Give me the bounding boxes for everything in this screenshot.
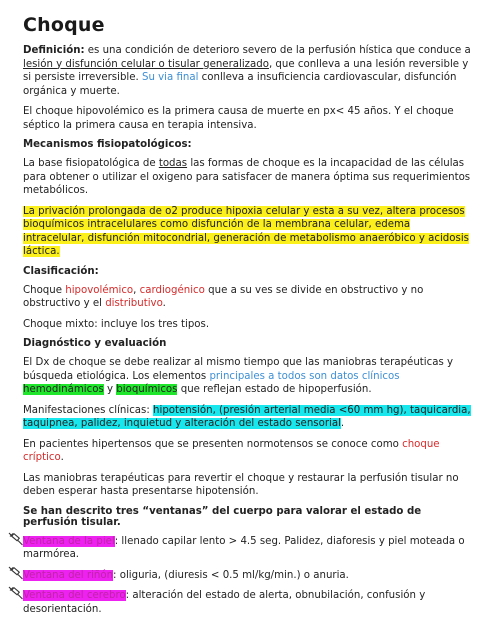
heading-diagnostico: Diagnóstico y evaluación [23,338,167,349]
ventana-piel [23,535,473,562]
mecanismos-text-1: La base fisiopatológica de [23,158,159,169]
hipovolemico-paragraph: El choque hipovolémico es la primera causa de muerte en px< 45 años. Y el choque séptico la primera causa en terapia intensiva. [23,106,454,131]
mixto-paragraph: Choque mixto: incluye los tres tipos. [23,318,210,330]
definition-blue: Su via final [141,72,199,83]
type-hipovolemico: hipovolémico [65,284,134,296]
diagnostico-paragraph [23,356,473,397]
diagnostico-bioquimicos: bioquímicos [116,384,178,395]
manifestaciones-text-3: . [340,418,345,429]
mecanismos-underlined: todas [158,158,188,169]
definition-text-1: es una condición de deterioro severo de la perfusión hística que conduce a [84,45,471,56]
ventana-rinon-text: : oliguria, (diuresis < 0.5 ml/kg/min.) o anuria. [113,569,349,581]
definition-paragraph [23,44,473,98]
diagnostico-hemodinamicos: hemodinámicos [23,384,104,395]
ventana-rinon [23,569,473,583]
syringe-icon [8,566,24,580]
definition-label: Definición: [23,45,85,56]
clasificacion-text-7: . [162,298,166,309]
ventana-cerebro-label: Ventana del cerebro [23,590,126,601]
manifestaciones-label: Manifestaciones clínicas: [23,404,154,416]
hipertensos-paragraph [23,438,473,465]
clasificacion-text-3: , [133,284,140,296]
mecanismos-paragraph [23,157,473,198]
maniobras-paragraph: Las maniobras terapéuticas para revertir el choque y restaurar la perfusión tisular no deben esperar hasta presentarse hipotensión. [23,472,459,497]
diagnostico-text-7: que reflejan estado de hipoperfusión. [177,384,372,395]
manifestaciones-paragraph [23,404,473,431]
clasificacion-text-1: Choque [23,284,66,296]
privacion-highlight: La privación prolongada de o2 produce hipoxia celular y esta a su vez, altera procesos bioquímicos intracelulares como disfunción de la membrana celular, edema intracelular, disfunción mitocondrial, generación de metabolismo anaeróbico y acidosis láctica. [23,205,469,257]
hipertensos-text-3: . [60,452,64,463]
privacion-paragraph [23,205,473,259]
clasificacion-text-5: que a su ves se divide en obstructivo y no obstructivo y el [23,284,424,309]
manifestaciones-highlight: hipotensión, (presión arterial media <60 mm hg), taquicardia, taquipnea, palidez, inquietud y alteración del estado sensorial [23,404,471,429]
diagnostico-text-1: El Dx de choque se debe realizar al mismo tiempo que las maniobras terapéuticas y búsqueda etiológica. Los elementos [23,357,454,382]
heading-clasificacion: Clasificación: [23,265,99,277]
hipertensos-text-1: En pacientes hipertensos que se presenten normotensos se conoce como [23,438,403,450]
definition-text-3: , que conlleva a una lesión reversible y si persiste irreversible. [23,58,469,83]
definition-text-5: conlleva a insuficiencia cardiovascular, disfunción orgánica y muerte. [23,72,457,97]
choque-criptico: choque críptico [23,438,440,463]
ventana-cerebro-text: : alteración del estado de alerta, obnubilación, confusión y desorientación. [23,590,426,615]
page-title: Choque [23,14,105,36]
type-cardiogenico: cardiogénico [139,284,205,296]
syringe-icon [8,586,24,600]
ventana-rinon-label: Ventana del riñón [23,569,114,581]
ventana-piel-label: Ventana de la piel [23,535,115,547]
diagnostico-blue: principales a todos son datos clínicos [209,370,400,382]
ventana-piel-text: : llenado capilar lento > 4.5 seg. Palidez, diaforesis y piel moteada o marmórea. [23,535,465,560]
mecanismos-text-3: las formas de choque es la incapacidad de las células para obtener o utilizar el oxigeno para satisfacer de manera óptima sus requerimientos metabólicos. [23,158,471,196]
clasificacion-paragraph [23,284,473,311]
type-distributivo: distributivo [105,298,163,309]
heading-mecanismos: Mecanismos fisiopatológicos: [23,139,192,150]
ventana-cerebro [23,589,473,616]
heading-ventanas: Se han descrito tres “ventanas” del cuerpo para valorar el estado de perfusión tisular. [23,505,422,528]
diagnostico-text-5: y [103,384,117,395]
definition-underlined: lesión y disfunción celular o tisular generalizado [23,58,269,70]
syringe-icon [8,532,24,546]
